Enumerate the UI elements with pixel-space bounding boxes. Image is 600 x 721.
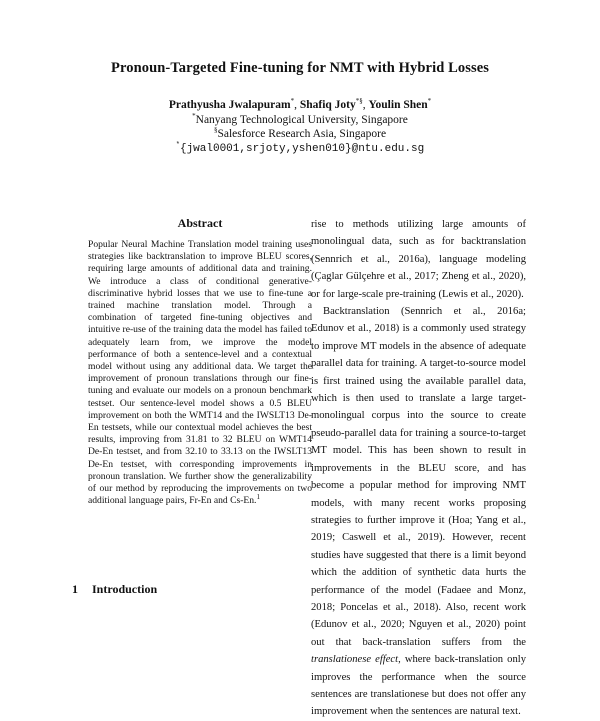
paragraph [311,303,526,721]
footnote-mark: 1 [256,493,260,502]
body-column-right [311,216,526,721]
abstract-heading: Abstract [177,216,223,230]
paper-title: Pronoun-Targeted Fine-tuning for NMT with Hybrid Losses [111,60,489,76]
paragraph: rise to methods utilizing large amounts of monolingual data, such as for backtranslation (Sennrich et al., 2016a), language modeling (Çaglar Gülçehre et al., 2017; Zheng et al., 2020), or for large-scale pre-training (Lewis et al., 2020). [311,219,526,300]
emphasis-text: translationese effect [311,654,399,666]
author-mark: *§ [355,97,363,106]
affiliation-mark: * [192,112,196,121]
author-mark: * [290,97,295,106]
author-name: Youlin Shen [368,99,428,111]
affiliation-mark: § [213,126,218,135]
section-title: Introduction [92,582,158,596]
paragraph-text: , where back-translation only improves the performance when the source sentences are translationese but does not offer any improvement when the sentences are natural text. [311,654,526,718]
section-number: 1 [72,582,78,596]
affiliation-text: Salesforce Research Asia, Singapore [217,128,387,140]
author-line: Prathyusha Jwalapuram*, Shafiq Joty*§, Youlin Shen* [168,97,432,111]
abstract-body [88,239,312,507]
email-mark: * [175,141,180,150]
email-text: {jwal0001,srjoty,yshen010}@ntu.edu.sg [179,143,425,155]
author-email [0,143,600,155]
affiliation-text: Nanyang Technological University, Singapore [195,114,408,126]
author-name: Prathyusha Jwalapuram [168,99,291,111]
paragraph-text: Backtranslation (Sennrich et al., 2016a; Edunov et al., 2018) is a commonly used strategy to improve MT models in the absence of adequate parallel data for training. A target-to-source model is first trained using the available parallel data, which is then used to translate a large target-monolingual corpus into the source to create pseudo-parallel data for training a source-to-target MT model. This has been shown to result in improvements in the BLEU score, and has become a popular method for improving NMT models, with many recent works proposing strategies to further improve it (Hoa; Yang et al., 2019; Caswell et al., 2019). However, recent studies have suggested that there is a limit beyond which the addition of synthetic data hurts the performance of the model (Fadaee and Monz, 2018; Poncelas et al., 2018). Also, recent work (Edunov et al., 2020; Nguyen et al., 2020) point out that back-translation suffers from the [311,306,526,648]
author-mark: * [427,97,432,106]
affiliation [0,128,600,140]
abstract-text: Popular Neural Machine Translation model training uses strategies like backtranslation to improve BLEU scores, requiring large amounts of additional data and training. We introduce a class of conditional generative-discriminative hybrid losses that we use to fine-tune a trained machine translation model. Through a combination of targeted fine-tuning objectives and intuitive re-use of the training data the model has failed to adequately learn from, we improve the model performance of both a sentence-level and a contextual model without using any additional data. We target the improvement of pronoun translations through our fine-tuning and evaluate our models on a pronoun benchmark testset. Our sentence-level model shows a 0.5 BLEU improvement on both the WMT14 and the IWSLT13 De-En testsets, while our contextual model achieves the best results, improving from 31.81 to 32 BLEU on WMT14 De-En testset, and from 32.10 to 33.13 on the IWSLT13 De-En testset, with corresponding improvements in pronoun translation. We further show the generalizability of our method by reproducing the improvements on two additional language pairs, Fr-En and Cs-En. [88,239,312,507]
author-name: Shafiq Joty [299,99,356,111]
section-heading [72,582,157,597]
affiliation [0,114,600,126]
